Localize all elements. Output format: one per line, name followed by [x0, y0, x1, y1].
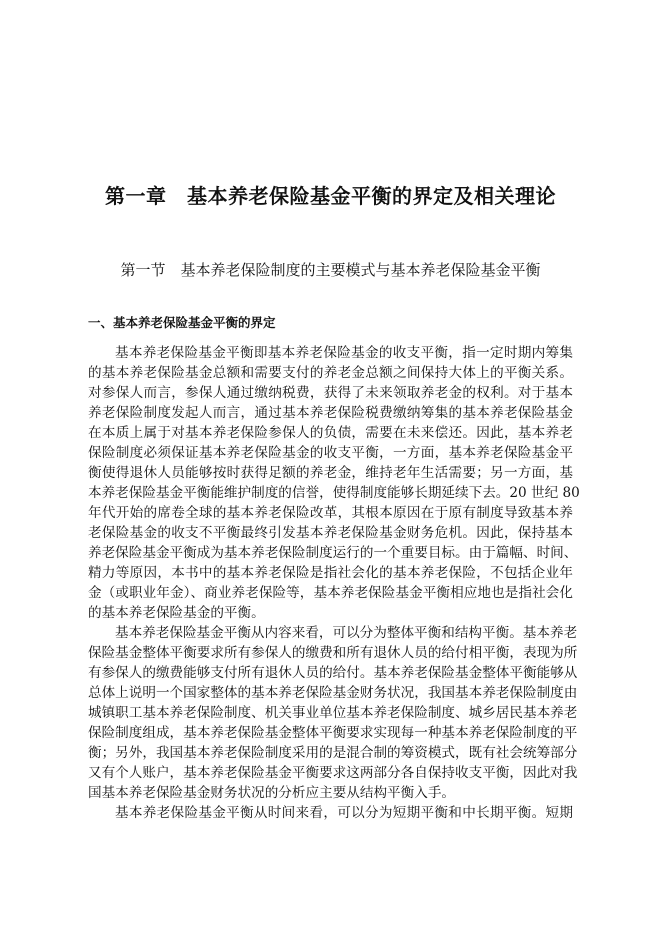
- text-line: 保险基金整体平衡要求所有参保人的缴费和所有退休人员的给付相平衡，表现为所: [88, 645, 578, 661]
- body-text: [88, 343, 580, 823]
- text-line: 金（或职业年金）、商业养老保险等，基本养老保险基金平衡相应地也是指社会化: [88, 585, 573, 601]
- text-line: 养老保险制度发起人而言，通过基本养老保险税费缴纳筹集的基本养老保险基金: [88, 405, 573, 421]
- text-line: 衡；另外，我国基本养老保险制度采用的是混合制的筹资模式，既有社会统筹部分: [88, 745, 578, 761]
- text-line: 城镇职工基本养老保险制度、机关事业单位基本养老保险制度、城乡居民基本养老: [88, 705, 578, 721]
- text-line: 的基本养老保险基金的平衡。: [88, 605, 265, 621]
- text-line: 衡使得退休人员能够按时获得足额的养老金，维持老年生活需要；另一方面，基: [88, 465, 573, 481]
- text-line: 本养老保险基金平衡能维护制度的信誉，使得制度能够长期延续下去。20 世纪 80: [88, 485, 580, 501]
- text-line: 保险制度组成，基本养老保险基金整体平衡要求实现每一种基本养老保险制度的平: [88, 725, 578, 741]
- text-line: 的基本养老保险基金总额和需要支付的养老金总额之间保持大体上的平衡关系。: [88, 365, 573, 381]
- text-line: 精力等原因，本书中的基本养老保险是指社会化的基本养老保险，不包括企业年: [88, 565, 573, 581]
- chapter-title: 第一章 基本养老保险基金平衡的界定及相关理论: [105, 184, 556, 208]
- subheading: 一、基本养老保险基金平衡的界定: [88, 315, 276, 330]
- text-line: 老保险基金的收支不平衡最终引发基本养老保险基金财务危机。因此，保持基本: [88, 525, 573, 541]
- text-line: 又有个人账户，基本养老保险基金平衡要求这两部分各自保持收支平衡，因此对我: [88, 765, 578, 781]
- text-line: 有参保人的缴费能够支付所有退休人员的给付。基本养老保险基金整体平衡能够从: [88, 665, 578, 681]
- text-line: 年代开始的席卷全球的基本养老保险改革，其根本原因在于原有制度导致基本养: [88, 505, 573, 521]
- text-line: 保险制度必须保证基本养老保险基金的收支平衡，一方面，基本养老保险基金平: [88, 445, 573, 461]
- text-line: 基本养老保险基金平衡从内容来看，可以分为整体平衡和结构平衡。基本养老: [115, 625, 578, 641]
- text-line: 养老保险基金平衡成为基本养老保险制度运行的一个重要目标。由于篇幅、时间、: [88, 545, 578, 561]
- paragraph: [88, 803, 573, 823]
- text-line: 在本质上属于对基本养老保险参保人的负债，需要在未来偿还。因此，基本养老: [88, 425, 573, 441]
- text-line: 基本养老保险基金平衡即基本养老保险基金的收支平衡，指一定时期内筹集: [115, 345, 573, 361]
- text-line: 国基本养老保险基金财务状况的分析应主要从结构平衡入手。: [88, 785, 456, 801]
- text-line: 对参保人而言，参保人通过缴纳税费，获得了未来领取养老金的权利。对于基本: [88, 385, 573, 401]
- section-title: 第一节 基本养老保险制度的主要模式与基本养老保险基金平衡: [120, 261, 541, 279]
- paragraph: [88, 343, 580, 623]
- paragraph: [88, 623, 578, 803]
- text-line: 总体上说明一个国家整体的基本养老保险基金财务状况，我国基本养老保险制度由: [88, 685, 578, 701]
- text-line: 基本养老保险基金平衡从时间来看，可以分为短期平衡和中长期平衡。短期: [115, 805, 573, 821]
